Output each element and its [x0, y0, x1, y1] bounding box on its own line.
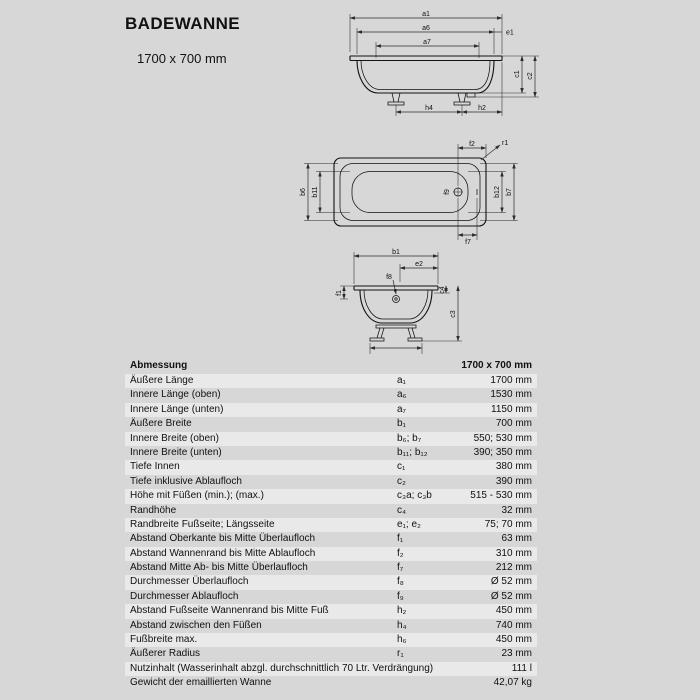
table-row — [125, 475, 537, 489]
end-foot-left — [370, 338, 384, 341]
dim-label-f7: f7 — [465, 239, 471, 246]
dim-label-f9: f9 — [444, 189, 451, 195]
row-symbol: b₁ — [397, 418, 406, 430]
row-label: Nutzinhalt (Wasserinhalt abzgl. durchschnittlich 70 Ltr. Verdrängung) — [130, 662, 434, 674]
row-label: Höhe mit Füßen (min.); (max.) — [130, 490, 264, 502]
table-row — [125, 662, 537, 676]
row-symbol: f₇ — [397, 562, 404, 574]
row-value: 1150 mm — [491, 403, 532, 415]
row-symbol: c₃a; c₃b — [397, 490, 432, 502]
dim-label-f8: f8 — [386, 274, 392, 281]
drain-fitting — [467, 93, 475, 97]
page-subtitle: 1700 x 700 mm — [137, 51, 227, 66]
header-value: 1700 x 700 mm — [461, 360, 532, 371]
row-value: 700 mm — [495, 418, 532, 430]
tub-foot-left — [388, 102, 404, 105]
row-value: 390 mm — [495, 475, 532, 487]
row-value: 380 mm — [495, 461, 532, 473]
row-label: Innere Länge (oben) — [130, 389, 221, 401]
dim-label-b12: b12 — [494, 186, 501, 198]
dim-label-c3: c3 — [450, 310, 457, 318]
tub-plan-outline — [334, 158, 486, 226]
tub-foot-right — [454, 102, 470, 105]
dim-label-f2: f2 — [469, 141, 475, 148]
table-row — [125, 547, 537, 561]
row-symbol: f₂ — [397, 547, 404, 559]
row-label: Randbreite Fußseite; Längsseite — [130, 518, 275, 530]
row-symbol: c₁ — [397, 461, 406, 473]
row-label: Äußere Breite — [130, 418, 192, 430]
table-row — [125, 676, 537, 690]
row-label: Abstand zwischen den Füßen — [130, 619, 262, 631]
row-symbol: a₇ — [397, 403, 406, 415]
row-value: 1530 mm — [490, 389, 532, 401]
end-foot-right — [408, 338, 422, 341]
row-label: Äußerer Radius — [130, 648, 201, 660]
radius-leader-line — [481, 145, 500, 160]
row-symbol: b₁₁; b₁₂ — [397, 446, 428, 458]
row-symbol: c₂ — [397, 475, 406, 487]
dim-label-a7: a7 — [423, 39, 431, 46]
table-row — [125, 446, 537, 460]
row-value: 1700 mm — [490, 375, 532, 386]
row-label: Durchmesser Überlaufloch — [130, 576, 249, 588]
row-value: 212 mm — [495, 562, 532, 574]
header-label: Abmessung — [130, 360, 188, 371]
overflow-hole — [393, 296, 400, 303]
dim-label-b6: b6 — [300, 188, 307, 196]
table-row — [125, 647, 537, 661]
table-row — [125, 619, 537, 633]
dim-label-r1: r1 — [502, 140, 509, 147]
dim-label-c1: c1 — [514, 70, 521, 78]
row-value: 450 mm — [495, 634, 532, 646]
row-label: Innere Breite (oben) — [130, 432, 219, 444]
table-row — [125, 504, 537, 518]
table-row — [125, 417, 537, 431]
row-symbol: a₆ — [397, 389, 407, 401]
end-view-extension-lines — [340, 252, 462, 354]
row-label: Fußbreite max. — [130, 634, 198, 646]
row-value: Ø 52 mm — [490, 576, 532, 588]
dim-label-b7: b7 — [506, 188, 513, 196]
row-label: Abstand Oberkante bis Mitte Überlaufloch — [130, 533, 316, 545]
row-symbol: e₁; e₂ — [397, 518, 421, 530]
row-symbol: a₁ — [397, 375, 406, 386]
row-value: 111 l — [511, 662, 532, 674]
dim-label-a1: a1 — [422, 11, 430, 18]
dim-label-c2: c2 — [527, 72, 534, 80]
spec-table-body — [125, 374, 537, 691]
row-value: 740 mm — [495, 619, 532, 631]
row-label: Abstand Mitte Ab- bis Mitte Überlaufloch — [130, 562, 308, 574]
table-row — [125, 460, 537, 474]
tub-end-profile — [354, 286, 438, 341]
table-row — [125, 489, 537, 503]
row-symbol: b₆; b₇ — [397, 432, 422, 444]
row-label: Äußere Länge — [130, 375, 194, 386]
table-row — [125, 633, 537, 647]
dim-label-e1: e1 — [506, 29, 514, 37]
row-label: Tiefe inklusive Ablaufloch — [130, 475, 242, 487]
page-title: BADEWANNE — [125, 14, 241, 33]
side-view-drawing — [336, 6, 558, 124]
row-symbol: r₁ — [397, 648, 404, 660]
row-value: 23 mm — [501, 648, 532, 660]
dim-label-c4: c4 — [439, 286, 446, 294]
table-row — [125, 432, 537, 446]
dim-label-e2: e2 — [415, 261, 423, 268]
row-symbol: h₆ — [397, 634, 407, 646]
row-value: 75; 70 mm — [484, 518, 532, 530]
row-symbol: c₄ — [397, 504, 407, 516]
table-row — [125, 561, 537, 575]
overflow-leader-line — [393, 280, 396, 294]
row-symbol: h₄ — [397, 619, 407, 631]
end-view-drawing — [334, 246, 466, 362]
row-label: Abstand Fußseite Wannenrand bis Mitte Fuß — [130, 605, 329, 617]
row-value: 310 mm — [495, 547, 532, 559]
row-value: 450 mm — [495, 605, 532, 617]
row-symbol: f₁ — [397, 533, 404, 545]
table-row — [125, 575, 537, 589]
row-label: Abstand Wannenrand bis Mitte Ablaufloch — [130, 547, 316, 559]
row-label: Durchmesser Ablaufloch — [130, 590, 239, 602]
row-symbol: h₂ — [397, 605, 407, 617]
support-rail — [376, 325, 416, 328]
row-value: Ø 52 mm — [490, 590, 532, 602]
row-value: 32 mm — [501, 504, 532, 516]
row-label: Randhöhe — [130, 504, 177, 516]
row-value: 515 - 530 mm — [470, 490, 532, 502]
dim-label-h4: h4 — [425, 105, 433, 112]
table-row — [125, 604, 537, 618]
dim-label-f1: f1 — [336, 290, 343, 296]
row-label: Innere Länge (unten) — [130, 403, 224, 415]
table-row — [125, 590, 537, 604]
row-symbol: f₈ — [397, 576, 404, 588]
dim-label-b1: b1 — [392, 249, 400, 256]
dim-label-h2: h2 — [478, 105, 486, 112]
spec-table — [125, 357, 537, 691]
table-row — [125, 403, 537, 417]
row-value: 550; 530 mm — [473, 432, 532, 444]
row-value: 63 mm — [501, 533, 532, 545]
tub-side-profile — [350, 56, 502, 105]
table-row — [125, 532, 537, 546]
row-label: Gewicht der emaillierten Wanne — [130, 677, 272, 689]
row-label: Tiefe Innen — [130, 461, 180, 473]
table-row — [125, 388, 537, 402]
row-value: 390; 350 mm — [473, 446, 532, 458]
table-row — [125, 374, 537, 388]
table-row — [125, 518, 537, 532]
row-label: Innere Breite (unten) — [130, 446, 222, 458]
dim-label-b11: b11 — [312, 186, 319, 198]
row-symbol: f₉ — [397, 590, 404, 602]
plan-view-drawing — [290, 138, 534, 248]
row-value: 42,07 kg — [493, 677, 532, 689]
spec-table-header — [125, 357, 537, 374]
dim-label-a6: a6 — [422, 25, 430, 32]
